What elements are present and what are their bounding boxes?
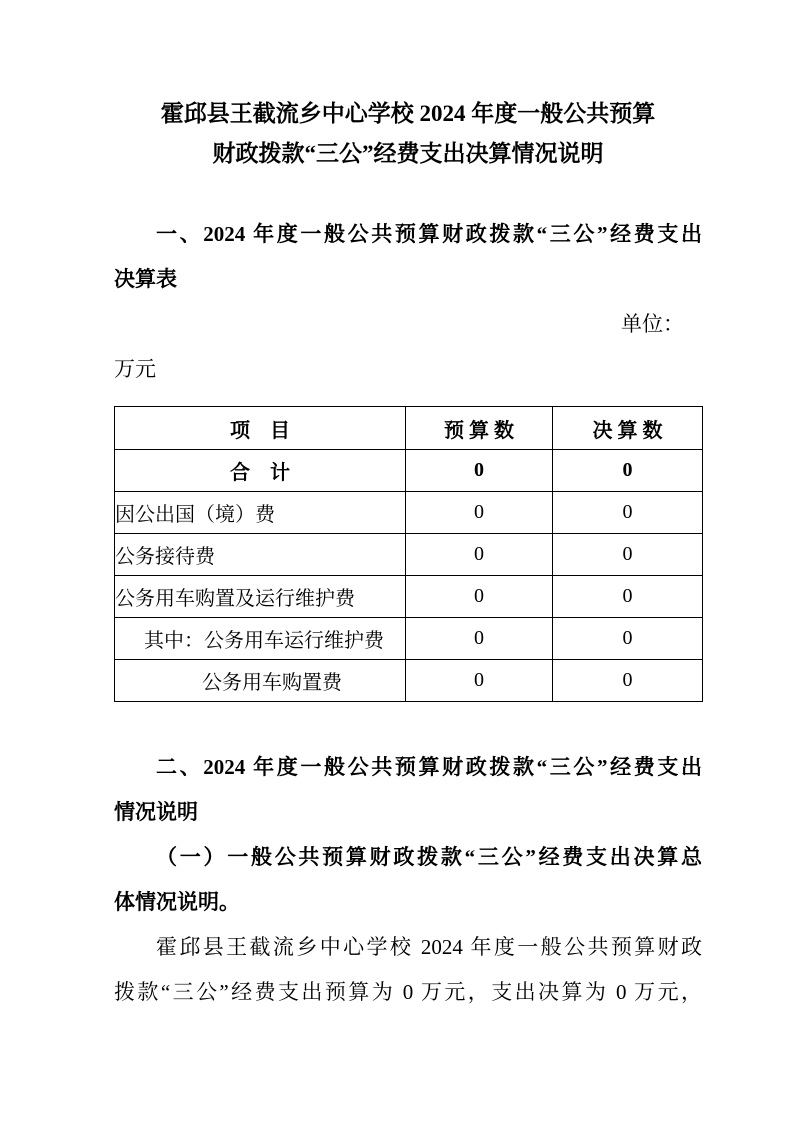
col-header-item: 项 目 xyxy=(115,407,406,450)
item-cell: 合 计 xyxy=(115,450,406,492)
three-public-funds-table xyxy=(114,406,703,702)
col-header-budget: 预 算 数 xyxy=(406,407,553,450)
section2-heading-line-2: 情况说明 xyxy=(114,800,198,824)
budget-cell: 0 xyxy=(406,534,553,576)
final-cell: 0 xyxy=(553,450,703,492)
body-paragraph-line-2: 拨款“三公”经费支出预算为 0 万元，支出决算为 0 万元， xyxy=(114,980,702,1004)
item-cell: 公务用车购置费 xyxy=(115,660,406,702)
final-cell: 0 xyxy=(553,618,703,660)
final-cell: 0 xyxy=(553,492,703,534)
body-paragraph-line-1: 霍邱县王截流乡中心学校 2024 年度一般公共预算财政 xyxy=(156,935,702,959)
section1-heading-line-2: 决算表 xyxy=(114,267,177,291)
section1-heading-line-1: 一、2024 年度一般公共预算财政拨款“三公”经费支出 xyxy=(156,222,702,246)
unit-label: 单位： xyxy=(621,312,684,336)
table-header-row xyxy=(115,407,703,450)
section2-heading-line-1: 二、2024 年度一般公共预算财政拨款“三公”经费支出 xyxy=(156,755,702,779)
table-row-vehicle-purchase xyxy=(115,660,703,702)
section2-subheading-line-2: 体情况说明。 xyxy=(114,890,240,914)
final-cell: 0 xyxy=(553,534,703,576)
col-header-final: 决 算 数 xyxy=(553,407,703,450)
section-2 xyxy=(114,745,702,1015)
item-cell: 因公出国（境）费 xyxy=(115,492,406,534)
item-cell: 其中：公务用车运行维护费 xyxy=(115,618,406,660)
section-1 xyxy=(114,212,702,392)
budget-cell: 0 xyxy=(406,492,553,534)
budget-cell: 0 xyxy=(406,618,553,660)
document-title-line-2: 财政拨款“三公”经费支出决算情况说明 xyxy=(212,141,604,166)
budget-cell: 0 xyxy=(406,450,553,492)
item-cell: 公务用车购置及运行维护费 xyxy=(115,576,406,618)
budget-cell: 0 xyxy=(406,576,553,618)
document-title xyxy=(114,94,702,174)
unit-value: 万元 xyxy=(114,357,156,381)
item-cell: 公务接待费 xyxy=(115,534,406,576)
table-row-vehicle xyxy=(115,576,703,618)
table-row-vehicle-maintenance xyxy=(115,618,703,660)
table-row-abroad xyxy=(115,492,703,534)
budget-cell: 0 xyxy=(406,660,553,702)
section2-subheading-line-1: （一）一般公共预算财政拨款“三公”经费支出决算总 xyxy=(156,845,702,869)
table-row-total xyxy=(115,450,703,492)
document-title-line-1: 霍邱县王截流乡中心学校 2024 年度一般公共预算 xyxy=(160,101,656,126)
final-cell: 0 xyxy=(553,576,703,618)
final-cell: 0 xyxy=(553,660,703,702)
table-row-reception xyxy=(115,534,703,576)
